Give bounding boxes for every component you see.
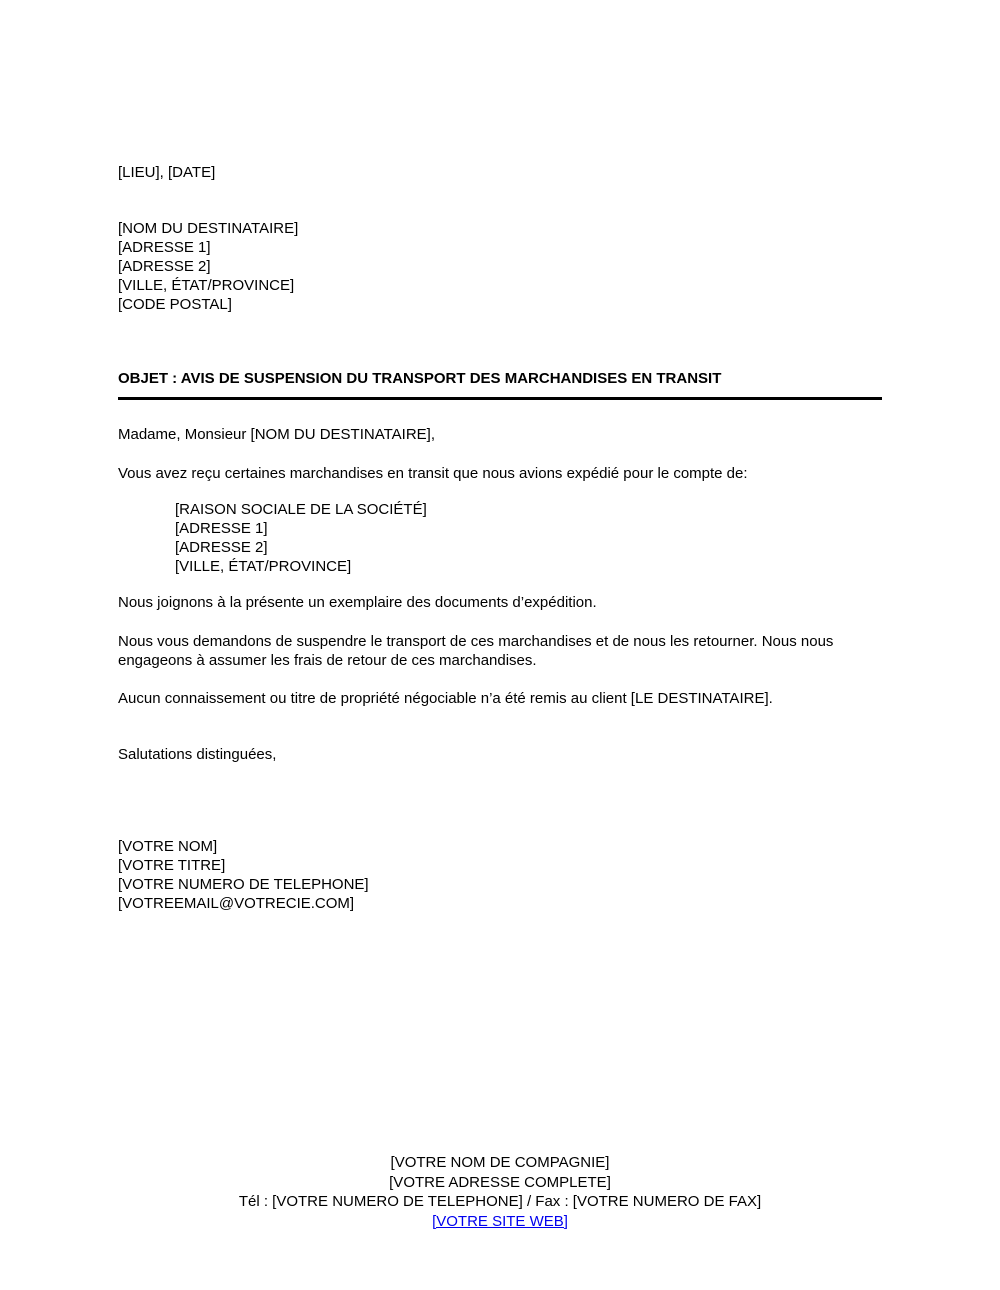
- recipient-address-2: [ADRESSE 2]: [118, 258, 211, 275]
- company-name: [RAISON SOCIALE DE LA SOCIÉTÉ]: [175, 501, 427, 518]
- company-city-state: [VILLE, ÉTAT/PROVINCE]: [175, 558, 352, 575]
- closing-line: Salutations distinguées,: [118, 746, 277, 763]
- subject-line: OBJET : AVIS DE SUSPENSION DU TRANSPORT DES MARCHANDISES EN TRANSIT: [118, 370, 722, 387]
- paragraph-intro: Vous avez reçu certaines marchandises en transit que nous avions expédié pour le compte de:: [118, 465, 748, 482]
- sender-name: [VOTRE NOM]: [118, 838, 218, 855]
- recipient-address-1: [ADRESSE 1]: [118, 239, 211, 256]
- footer-tel-fax: Tél : [VOTRE NUMERO DE TELEPHONE] / Fax : [VOTRE NUMERO DE FAX]: [238, 1193, 762, 1210]
- letter-footer: [0, 1153, 1000, 1231]
- salutation-line: Madame, Monsieur [NOM DU DESTINATAIRE],: [118, 426, 436, 443]
- recipient-address-block: [118, 219, 882, 314]
- company-address-2: [ADRESSE 2]: [175, 539, 268, 556]
- subject-divider: [118, 397, 882, 400]
- footer-company-address: [VOTRE ADRESSE COMPLETE]: [389, 1173, 611, 1191]
- website-link[interactable]: [VOTRE SITE WEB]: [432, 1212, 568, 1230]
- place-date-line: [LIEU], [DATE]: [118, 164, 216, 181]
- paragraph-shipping-docs: Nous joignons à la présente un exemplaire des documents d’expédition.: [118, 594, 597, 611]
- paragraph-bill-of-lading-note: Aucun connaissement ou titre de propriété négociable n’a été remis au client [LE DESTINATAIRE].: [118, 690, 773, 707]
- company-address-block: [175, 500, 882, 576]
- sender-phone: [VOTRE NUMERO DE TELEPHONE]: [118, 876, 369, 893]
- signature-block: [118, 837, 882, 913]
- recipient-name: [NOM DU DESTINATAIRE]: [118, 220, 299, 237]
- sender-title: [VOTRE TITRE]: [118, 857, 226, 874]
- paragraph-suspend-request: Nous vous demandons de suspendre le transport de ces marchandises et de nous les retourner. Nous nous engageons à assumer les frais de retour de ces marchandises.: [118, 633, 834, 669]
- footer-company-name: [VOTRE NOM DE COMPAGNIE]: [390, 1154, 610, 1171]
- recipient-city-state: [VILLE, ÉTAT/PROVINCE]: [118, 277, 295, 294]
- recipient-postal-code: [CODE POSTAL]: [118, 296, 232, 313]
- company-address-1: [ADRESSE 1]: [175, 520, 268, 537]
- sender-email: [VOTREEMAIL@VOTRECIE.COM]: [118, 895, 355, 912]
